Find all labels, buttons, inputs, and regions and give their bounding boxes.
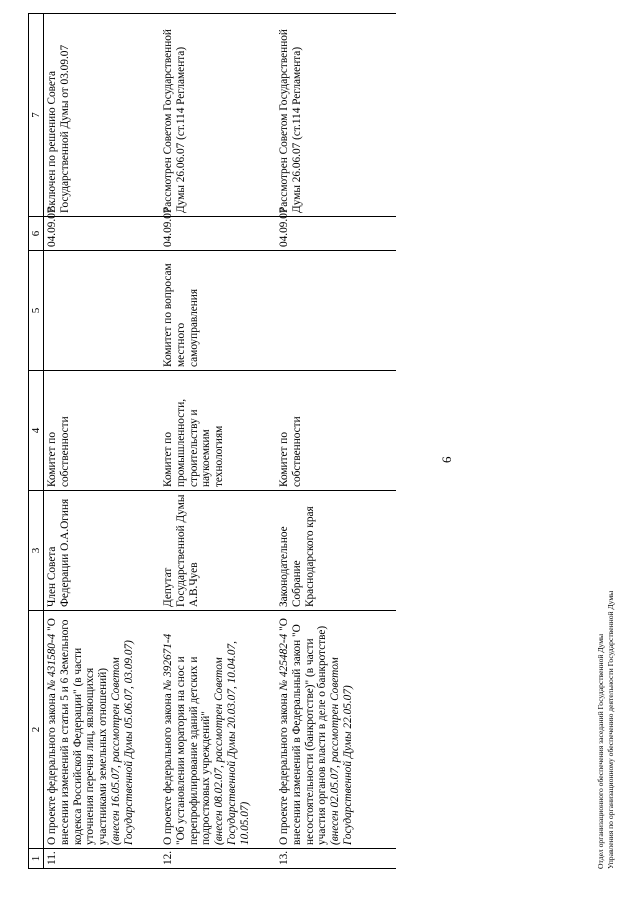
bill-author: Член Совета Федерации О.А.Огиня <box>44 491 161 611</box>
table-row <box>160 14 276 869</box>
responsible-committee: Комитет по промышленности, строительству и наукоемким технологиям <box>160 371 276 491</box>
bill-number: № 392671-4 <box>162 633 174 691</box>
bill-note: (в части участия органов власти в деле о банкротстве) <box>303 625 329 845</box>
bill-title: "О внесении изменений в статьи 5 и 6 Земельного кодекса Российской Федерации" <box>46 618 84 845</box>
column-header: 6 <box>29 217 44 251</box>
row-number: 13. <box>276 849 396 869</box>
bill-intro: О проекте федерального закона <box>278 693 290 845</box>
bill-number: № 431580-4 <box>46 633 58 691</box>
bill-meta: (внесен 02.05.07, рассмотрен Советом Государственной Думы 22.05.07) <box>329 657 354 845</box>
bill-intro: О проекте федерального закона <box>162 693 174 845</box>
bill-title: "О внесении изменений в Федеральный закон "О несостоятельности (банкротстве)" <box>278 618 316 845</box>
bill-author: Депутат Государственной Думы А.В.Чуев <box>160 491 276 611</box>
bill-author: Законодательное Собрание Краснодарского края <box>276 491 396 611</box>
responsible-committee: Комитет по собственности <box>276 371 396 491</box>
decision-cell: Рассмотрен Советом Государственной Думы 26.06.07 (ст.114 Регламента) <box>276 14 396 217</box>
bill-number: № 425482-4 <box>278 633 290 691</box>
bill-note: (в части уточнения перечня лиц, являющихся участниками земельных отношений) <box>71 647 110 845</box>
bill-description <box>276 611 396 849</box>
footer <box>596 591 615 869</box>
bill-title: "Об установлении моратория на снос и перепрофилирование зданий детских и подростковых учреждений" <box>174 656 213 845</box>
decision-cell: Включен по решению Совета Государственной Думы от 03.09.07 <box>44 14 161 217</box>
date-cell: 04.09.07 <box>44 217 161 251</box>
responsible-committee: Комитет по собственности <box>44 371 161 491</box>
date-cell: 04.09.07 <box>160 217 276 251</box>
bills-table <box>28 13 396 869</box>
table-row <box>276 14 396 869</box>
page-number: 6 <box>439 456 454 463</box>
row-number: 11. <box>44 849 161 869</box>
column-header: 4 <box>29 371 44 491</box>
decision-cell: Рассмотрен Советом Государственной Думы 26.06.07 (ст.114 Регламента) <box>160 14 276 217</box>
bill-description <box>44 611 161 849</box>
co-committee <box>44 251 161 371</box>
date-cell: 04.09.07 <box>276 217 396 251</box>
table-header-row <box>29 14 44 869</box>
bill-meta: (внесен 16.05.07, рассмотрен Советом Государственной Думы 05.06.07, 03.09.07) <box>109 640 135 845</box>
bill-meta: (внесен 08.02.07, рассмотрен Советом Государственной Думы 20.03.07, 10.04.07, 10.05.07) <box>213 641 251 845</box>
row-number: 12. <box>160 849 276 869</box>
column-header: 5 <box>29 251 44 371</box>
table-row <box>44 14 161 869</box>
footer-line: Отдел организационного обеспечения заседаний Государственной Думы <box>596 633 605 869</box>
bill-intro: О проекте федерального закона <box>46 693 58 845</box>
co-committee: Комитет по вопросам местного самоуправления <box>160 251 276 371</box>
co-committee <box>276 251 396 371</box>
column-header: 7 <box>29 14 44 217</box>
bill-description <box>160 611 276 849</box>
column-header: 3 <box>29 491 44 611</box>
footer-line: Управления по организационному обеспечению деятельности Государственной Думы <box>605 590 615 869</box>
column-header: 1 <box>29 849 44 869</box>
column-header: 2 <box>29 611 44 849</box>
